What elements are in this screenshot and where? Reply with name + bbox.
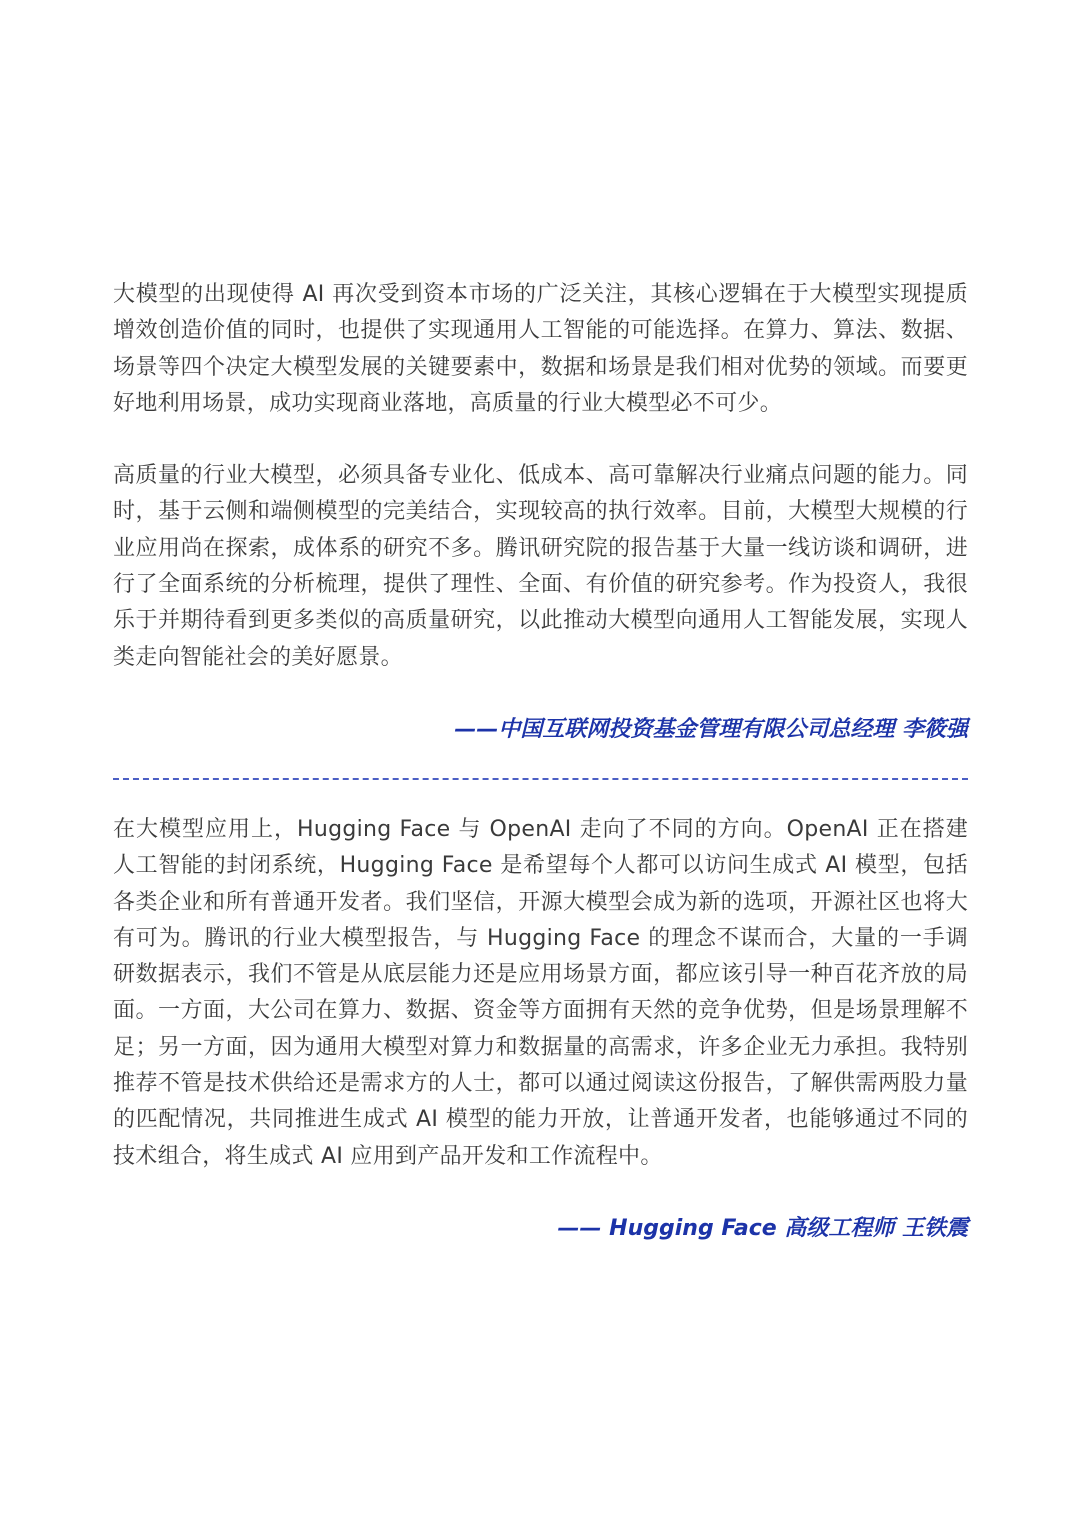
paragraph-1: 大模型的出现使得 AI 再次受到资本市场的广泛关注，其核心逻辑在于大模型实现提质增效创造价值的同时，也提供了实现通用人工智能的可能选择。在算力、算法、数据、场景等四个决定大模型发展的关键要素中，数据和场景是我们相对优势的领域。而要更好地利用场景，成功实现商业落地，高质量的行业大模型必不可少。: [113, 282, 968, 416]
signature-li-xiaoqiang: ——中国互联网投资基金管理有限公司总经理 李筱强: [454, 716, 968, 742]
signature-wang-tiezhen: —— Hugging Face 高级工程师 王铁震: [557, 1215, 968, 1241]
dashed-divider: [113, 778, 968, 780]
paragraph-3: 在大模型应用上，Hugging Face 与 OpenAI 走向了不同的方向。OpenAI 正在搭建人工智能的封闭系统，Hugging Face 是希望每个人都可以访问生成式 AI 模型，包括各类企业和所有普通开发者。我们坚信，开源大模型会成为新的选项，开源社区也将大有可为。腾讯的行业大模型报告，与 Hugging Face 的理念不谋而合，大量的一手调研数据表示，我们不管是从底层能力还是应用场景方面，都应该引导一种百花齐放的局面。一方面，大公司在算力、数据、资金等方面拥有天然的竞争优势，但是场景理解不足；另一方面，因为通用大模型对算力和数据量的高需求，许多企业无力承担。我特别推荐不管是技术供给还是需求方的人士，都可以通过阅读这份报告，了解供需两股力量的匹配情况，共同推进生成式 AI 模型的能力开放，让普通开发者，也能够通过不同的技术组合，将生成式 AI 应用到产品开发和工作流程中。: [113, 816, 968, 1169]
paragraph-2: 高质量的行业大模型，必须具备专业化、低成本、高可靠解决行业痛点问题的能力。同时，基于云侧和端侧模型的完美结合，实现较高的执行效率。目前，大模型大规模的行业应用尚在探索，成体系的研究不多。腾讯研究院的报告基于大量一线访谈和调研，进行了全面系统的分析梳理，提供了理性、全面、有价值的研究参考。作为投资人，我很乐于并期待看到更多类似的高质量研究，以此推动大模型向通用人工智能发展，实现人类走向智能社会的美好愿景。: [113, 463, 968, 670]
quote-block-2: [113, 812, 968, 1175]
page-content: [113, 277, 968, 1247]
